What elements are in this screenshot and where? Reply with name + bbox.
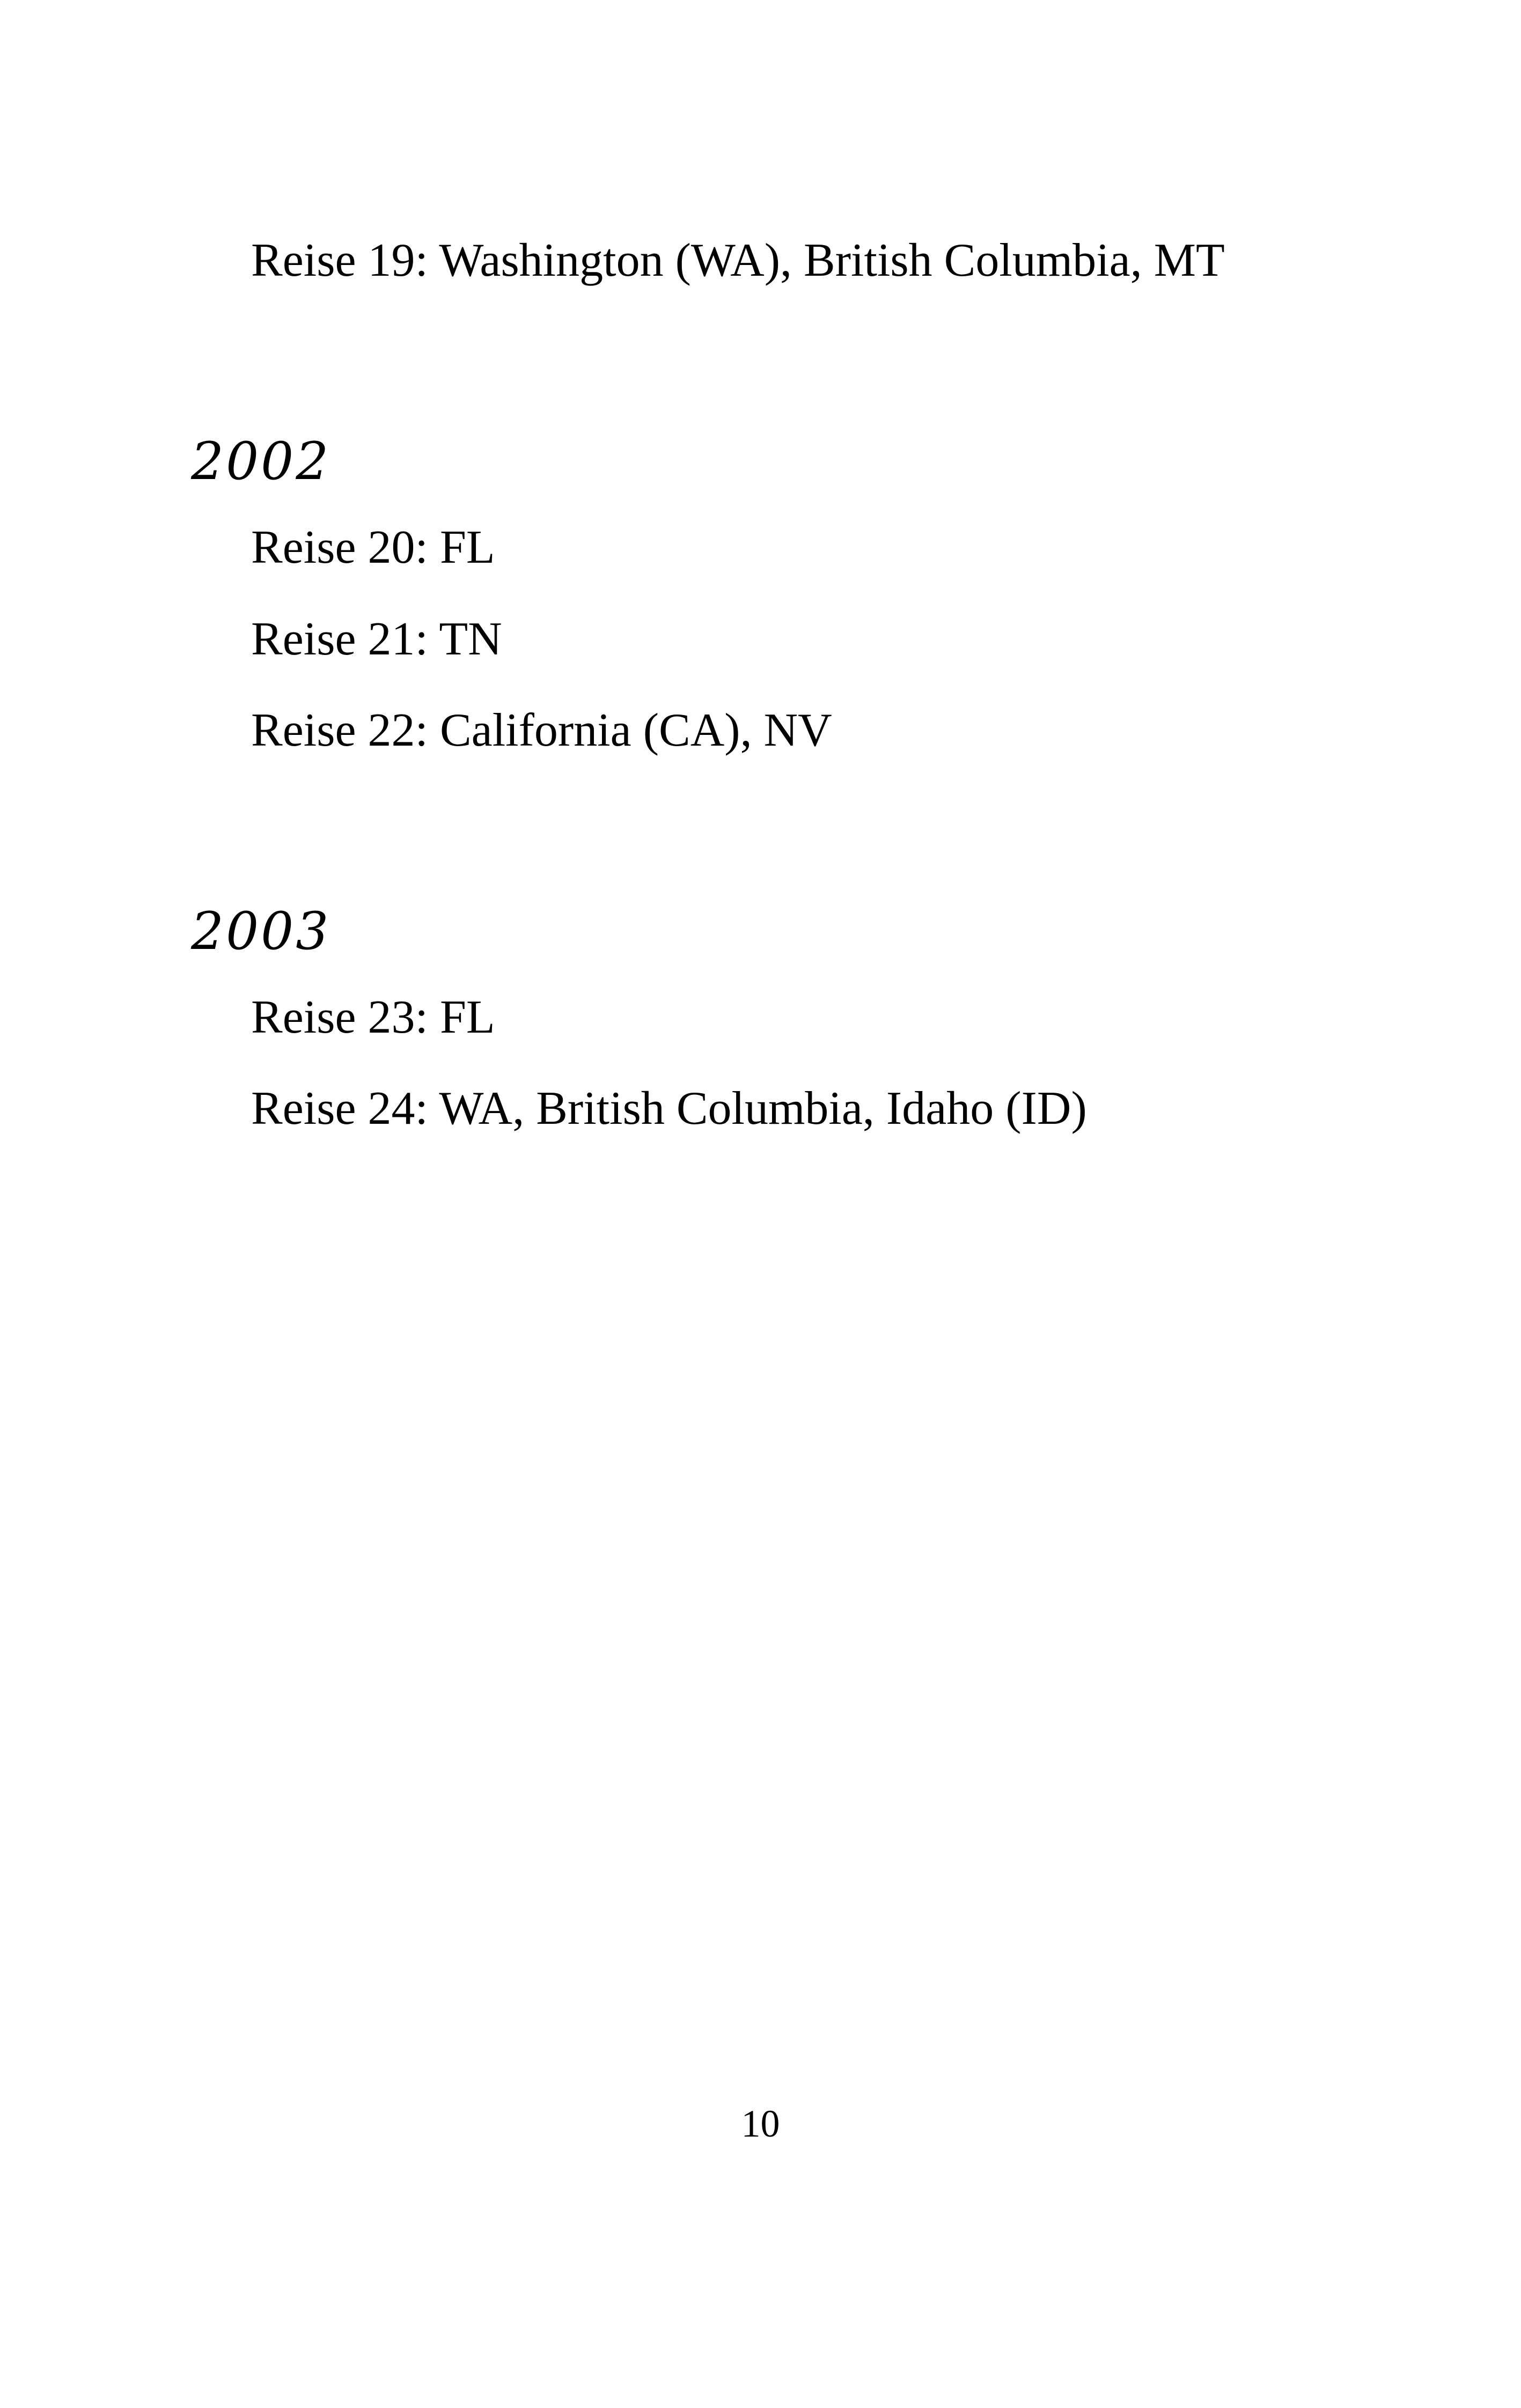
- trip-entry-21: Reise 21: TN: [251, 613, 502, 665]
- trip-entry-23: Reise 23: FL: [251, 991, 495, 1043]
- trip-entry-19: Reise 19: Washington (WA), British Columbia, MT: [251, 234, 1225, 286]
- page-number: 10: [741, 2102, 780, 2145]
- year-heading-2003: 2003: [191, 901, 331, 961]
- trip-entry-24: Reise 24: WA, British Columbia, Idaho (ID): [251, 1083, 1087, 1135]
- trip-entry-22: Reise 22: California (CA), NV: [251, 704, 832, 756]
- year-heading-2002: 2002: [191, 431, 331, 491]
- trip-entry-20: Reise 20: FL: [251, 521, 495, 573]
